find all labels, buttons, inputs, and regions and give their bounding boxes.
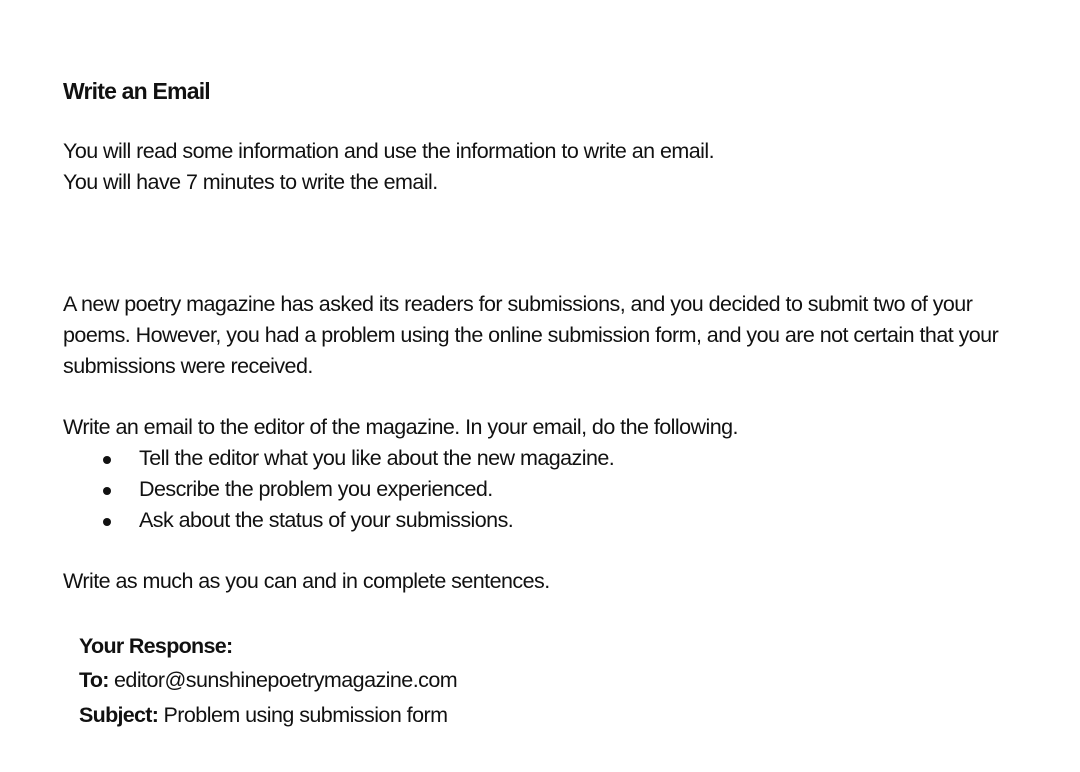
instructions: [63, 136, 1023, 198]
task-bullet: [63, 505, 1023, 536]
subject-value: Problem using submission form: [163, 703, 448, 727]
response-heading: Your Response:: [79, 634, 233, 658]
scenario-paragraph: A new poetry magazine has asked its readers for submissions, and you decided to submit two of your poems. However, you had a problem using the online submission form, and you are not certain that your submissions were received.: [63, 292, 999, 378]
task-section: [63, 412, 1023, 536]
instruction-line: You will read some information and use the information to write an email.: [63, 139, 715, 163]
task-bullet-text: Describe the problem you experienced.: [139, 477, 493, 501]
subject-row: [79, 698, 1023, 733]
instruction-line: You will have 7 minutes to write the email.: [63, 170, 438, 194]
task-intro: Write an email to the editor of the magazine. In your email, do the following.: [63, 415, 738, 439]
bullet-icon: [103, 456, 111, 464]
bullet-icon: [103, 487, 111, 495]
task-bullet: [63, 443, 1023, 474]
email-task-document: [63, 72, 1023, 733]
task-bullet: [63, 474, 1023, 505]
to-value: editor@sunshinepoetrymagazine.com: [114, 668, 458, 692]
task-bullet-text: Ask about the status of your submissions.: [139, 508, 514, 532]
task-bullet-text: Tell the editor what you like about the new magazine.: [139, 446, 615, 470]
closing-instruction: Write as much as you can and in complete sentences.: [63, 569, 550, 593]
bullet-icon: [103, 518, 111, 526]
to-row: [79, 663, 1023, 698]
subject-label: Subject:: [79, 703, 164, 727]
response-section: [63, 629, 1023, 733]
to-label: To:: [79, 668, 115, 692]
page-title: Write an Email: [63, 78, 210, 104]
task-bullet-list: [63, 443, 1023, 536]
